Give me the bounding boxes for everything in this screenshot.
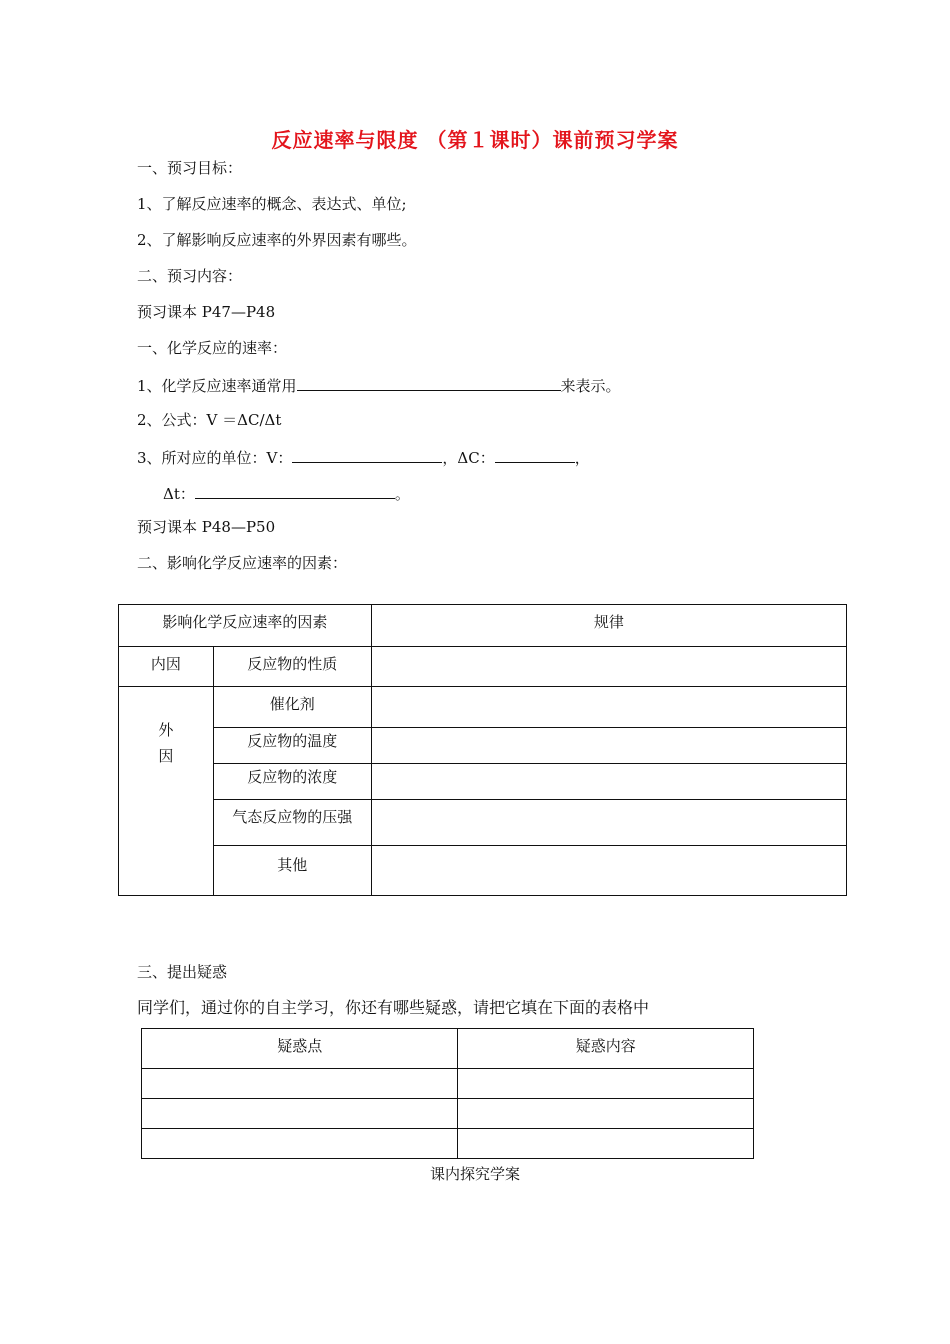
- header-rule-label: 规律: [593, 613, 624, 631]
- external-item-label: 催化剂: [269, 695, 315, 713]
- factors-table: [118, 604, 847, 896]
- subsection-rate-heading: 一、化学反应的速率：: [137, 339, 288, 357]
- doubt-content-input[interactable]: [458, 1069, 754, 1099]
- question-1-prefix: 1、化学反应速率通常用: [137, 377, 297, 395]
- section-doubts-text: 同学们，通过你的自主学习，你还有哪些疑惑，请把它填在下面的表格中: [137, 998, 650, 1017]
- internal-item-cell: [213, 647, 371, 687]
- question-3b: [163, 482, 410, 504]
- question-3-end: ，: [574, 449, 590, 467]
- external-item-cell: [213, 764, 371, 800]
- section-doubts-heading: 三、提出疑惑: [137, 963, 228, 981]
- question-1-suffix: 来表示。: [560, 377, 621, 395]
- rule-input-pressure[interactable]: [371, 800, 846, 846]
- internal-label: 内因: [150, 655, 181, 673]
- question-3: [137, 446, 590, 468]
- doubt-header-content: [458, 1029, 754, 1069]
- question-3-mid: ，ΔC：: [442, 449, 495, 467]
- doubt-point-label: 疑惑点: [277, 1037, 323, 1055]
- internal-item-label: 反应物的性质: [247, 655, 338, 673]
- doubt-header-point: [142, 1029, 458, 1069]
- doubt-point-input[interactable]: [142, 1099, 458, 1129]
- external-item-cell: [213, 800, 371, 846]
- goal-1: 1、了解反应速率的概念、表达式、单位;: [137, 195, 407, 213]
- external-item-cell: [213, 846, 371, 896]
- header-factor-label: 影响化学反应速率的因素: [162, 613, 328, 631]
- rule-input-other[interactable]: [371, 846, 846, 896]
- question-1: [137, 374, 621, 396]
- external-item-label: 反应物的温度: [247, 732, 338, 750]
- answer-blank-dc-unit[interactable]: [495, 446, 575, 463]
- doubt-content-input[interactable]: [458, 1099, 754, 1129]
- answer-blank-v-unit[interactable]: [292, 446, 442, 463]
- question-2-formula: 2、公式：V ＝ΔC/Δt: [137, 411, 282, 429]
- internal-label-cell: [119, 647, 214, 687]
- external-item-cell: [213, 687, 371, 728]
- external-item-label: 其他: [277, 856, 308, 874]
- external-label-char-1: 外: [158, 721, 174, 739]
- rule-input-temperature[interactable]: [371, 728, 846, 764]
- rule-input-catalyst[interactable]: [371, 687, 846, 728]
- textbook-pages-1: 预习课本 P47—P48: [137, 303, 276, 321]
- external-item-label: 气态反应物的压强: [232, 808, 353, 826]
- doubt-point-input[interactable]: [142, 1129, 458, 1159]
- document-title: 反应速率与限度 （第１课时）课前预习学案: [271, 128, 679, 152]
- external-item-cell: [213, 728, 371, 764]
- doubt-content-label: 疑惑内容: [575, 1037, 636, 1055]
- question-3b-prefix: Δt：: [163, 485, 195, 503]
- answer-blank-1[interactable]: [297, 374, 561, 391]
- external-label-char-2: 因: [158, 747, 174, 765]
- external-item-label: 反应物的浓度: [247, 768, 338, 786]
- header-rule-cell: [371, 605, 846, 647]
- textbook-pages-2: 预习课本 P48—P50: [137, 518, 276, 536]
- doubt-point-input[interactable]: [142, 1069, 458, 1099]
- answer-blank-dt-unit[interactable]: [195, 482, 395, 499]
- external-label-cell: [119, 687, 214, 896]
- goal-2: 2、了解影响反应速率的外界因素有哪些。: [137, 231, 417, 249]
- rule-input-internal[interactable]: [371, 647, 846, 687]
- doubt-content-input[interactable]: [458, 1129, 754, 1159]
- section-content-heading: 二、预习内容：: [137, 267, 243, 285]
- question-3b-end: 。: [394, 485, 410, 503]
- section-goals-heading: 一、预习目标：: [137, 159, 243, 177]
- question-3-prefix: 3、所对应的单位：V：: [137, 449, 293, 467]
- subsection-factors-heading: 二、影响化学反应速率的因素：: [137, 554, 348, 572]
- header-factor-cell: [119, 605, 372, 647]
- footer-next-section: 课内探究学案: [429, 1165, 520, 1183]
- rule-input-concentration[interactable]: [371, 764, 846, 800]
- doubts-table: [141, 1028, 754, 1159]
